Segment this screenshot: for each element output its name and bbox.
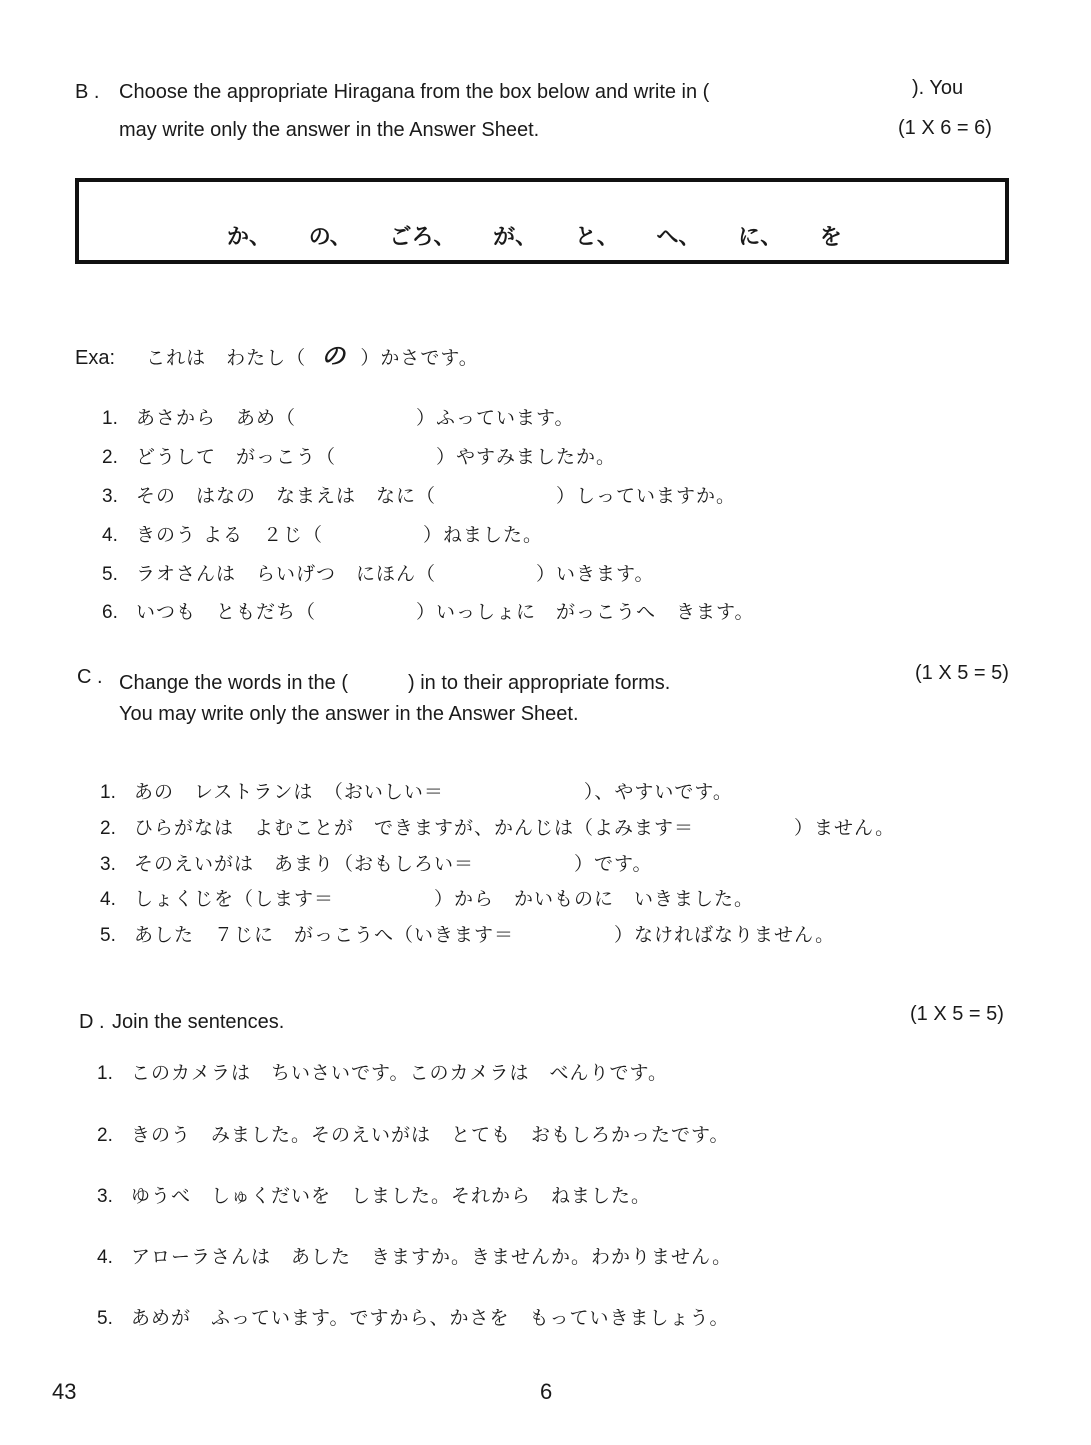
hiragana-choice-box — [75, 178, 1009, 264]
list-item — [97, 1120, 729, 1147]
item-text: どうして がっこう（ ）やすみましたか。 — [136, 446, 617, 468]
list-item — [100, 884, 754, 911]
list-item — [102, 559, 654, 586]
list-item — [102, 481, 736, 508]
item-text: ラオさんは らいげつ にほん（ ）いきます。 — [136, 563, 655, 585]
item-number: 1. — [100, 782, 116, 803]
list-item — [97, 1181, 651, 1208]
footer-left-number: 43 — [52, 1379, 77, 1404]
list-item — [102, 403, 574, 430]
item-text: そのえいがは あまり（おもしろい＝ ）です。 — [134, 853, 653, 875]
item-number: 6. — [102, 602, 118, 623]
list-item — [100, 777, 733, 804]
list-item — [97, 1303, 729, 1330]
section-c-instruction-line2: You may write only the answer in the Answer Sheet. — [119, 703, 579, 725]
item-number: 4. — [97, 1247, 113, 1268]
choice-wo: を — [819, 225, 842, 250]
section-d-letter: D . — [79, 1011, 105, 1033]
example-after: ）かさです。 — [360, 347, 479, 369]
list-item — [100, 920, 835, 947]
item-number: 3. — [97, 1186, 113, 1207]
section-b-letter: B . — [75, 81, 100, 103]
list-item — [102, 597, 754, 624]
choice-ni: に、 — [738, 225, 783, 250]
item-text: いつも ともだち（ ）いっしょに がっこうへ きます。 — [136, 601, 755, 623]
example-before: これは わたし（ — [146, 347, 307, 369]
item-text: ひらがなは よむことが できますが、かんじは（よみます＝ ）ません。 — [134, 817, 896, 839]
list-item — [97, 1058, 668, 1085]
example-answer: の — [321, 342, 346, 370]
choice-goro: ごろ、 — [389, 225, 456, 250]
choice-no: の、 — [308, 225, 352, 250]
section-c-instruction-line1: Change the words in the ( ) in to their appropriate forms. — [119, 672, 671, 694]
section-b-instruction-line1-end: ). You — [912, 77, 964, 99]
section-b-instruction-line2: may write only the answer in the Answer Sheet. — [119, 119, 540, 141]
item-text: アローラさんは あした きますか。きませんか。わかりません。 — [131, 1246, 733, 1268]
section-d-instruction: Join the sentences. — [112, 1011, 285, 1033]
list-item — [102, 520, 543, 547]
list-item — [97, 1242, 732, 1269]
item-number: 4. — [102, 525, 118, 546]
item-number: 3. — [100, 854, 116, 875]
item-number: 5. — [102, 564, 118, 585]
item-number: 5. — [100, 925, 116, 946]
page-number: 6 — [540, 1379, 553, 1404]
item-number: 4. — [100, 889, 116, 910]
choice-ka: か、 — [227, 225, 272, 250]
list-item — [100, 813, 895, 840]
choice-ga: が、 — [493, 225, 538, 250]
list-item — [100, 849, 652, 876]
item-text: ゆうべ しゅくだいを しました。それから ねました。 — [131, 1185, 652, 1207]
item-text: きのう よる ２じ（ ）ねました。 — [136, 524, 544, 546]
choice-he: へ、 — [656, 225, 701, 250]
item-number: 2. — [102, 447, 118, 468]
item-text: その はなの なまえは なに（ ）しっていますか。 — [136, 485, 737, 507]
item-text: しょくじを（します＝ ）から かいものに いきました。 — [134, 888, 755, 910]
item-number: 1. — [97, 1063, 113, 1084]
section-b-score: (1 X 6 = 6) — [898, 117, 992, 139]
item-text: あさから あめ（ ）ふっています。 — [136, 407, 575, 429]
item-text: あした ７じに がっこうへ（いきます＝ ）なければなりません。 — [134, 924, 836, 946]
item-number: 3. — [102, 486, 118, 507]
item-number: 2. — [97, 1125, 113, 1146]
item-text: あの レストランは （おいしい＝ ）、やすいです。 — [134, 781, 733, 803]
item-number: 2. — [100, 818, 116, 839]
section-c-score: (1 X 5 = 5) — [915, 662, 1009, 684]
item-text: きのう みました。そのえいがは とても おもしろかったです。 — [131, 1124, 730, 1146]
item-number: 1. — [102, 408, 118, 429]
section-d-score: (1 X 5 = 5) — [910, 1003, 1004, 1025]
item-text: このカメラは ちいさいです。このカメラは べんりです。 — [131, 1062, 668, 1084]
list-item — [102, 442, 616, 469]
item-text: あめが ふっています。ですから、かさを もっていきましょう。 — [131, 1307, 730, 1329]
section-b-instruction-line1: Choose the appropriate Hiragana from the box below and write in ( — [119, 81, 710, 103]
item-number: 5. — [97, 1308, 113, 1329]
example-label: Exa: — [75, 347, 116, 369]
choice-to: と、 — [574, 225, 619, 250]
hiragana-choices — [227, 220, 872, 251]
section-c-letter: C . — [77, 666, 103, 688]
example-line — [75, 336, 479, 371]
